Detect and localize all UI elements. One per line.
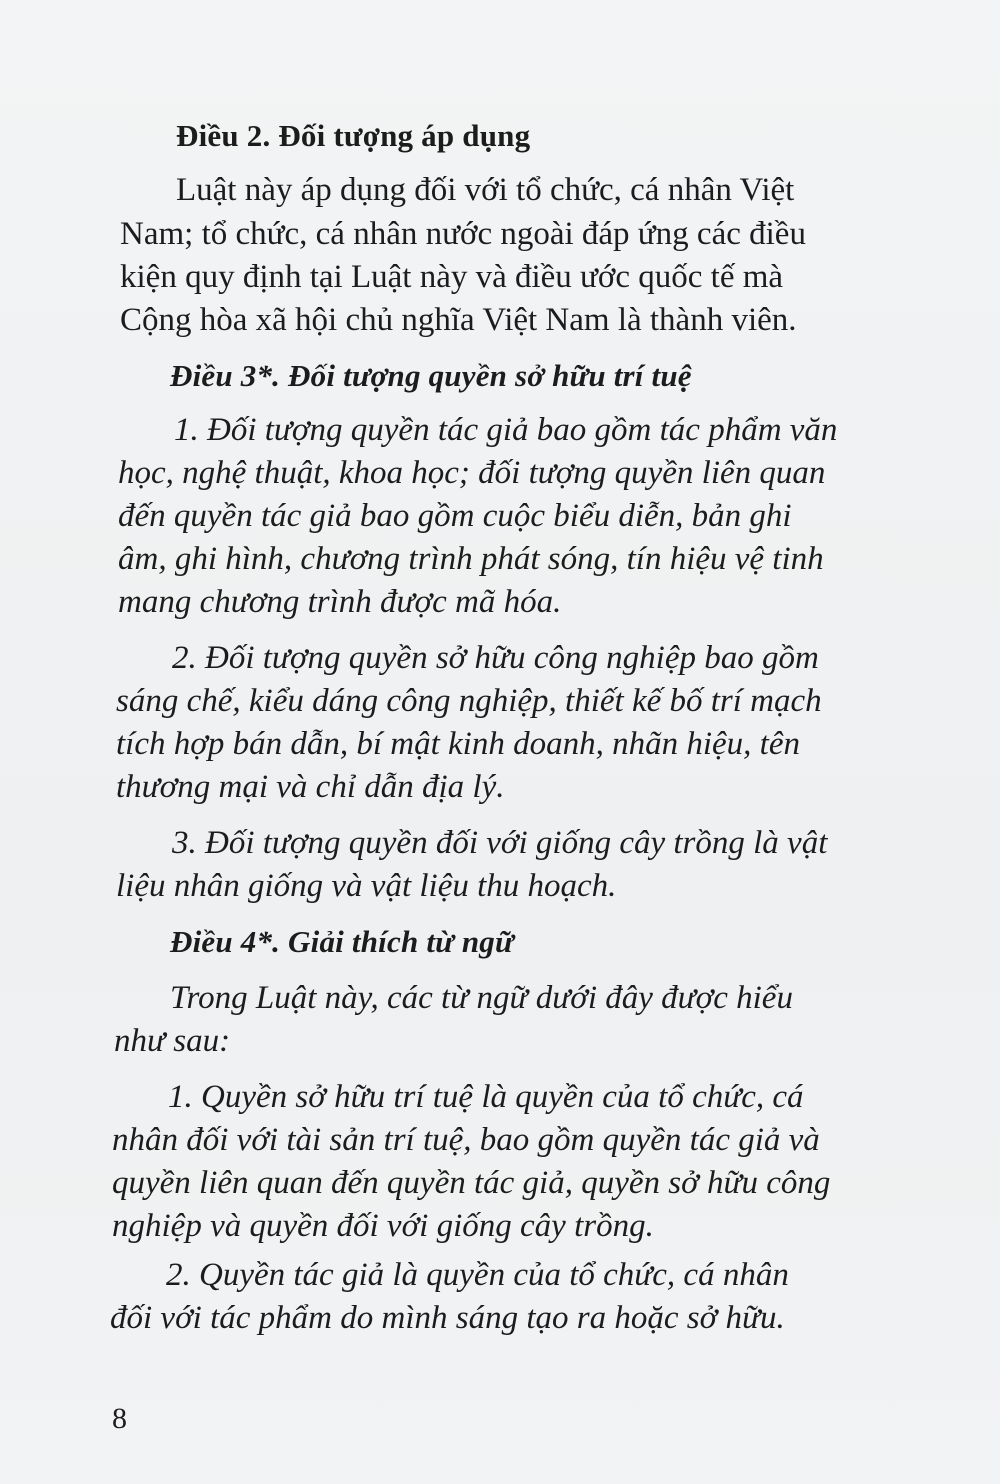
article-3-clause-2-line-2: sáng chế, kiểu dáng công nghiệp, thiết kế bố trí mạch [116,683,822,719]
article-3-clause-2-line-4: thương mại và chỉ dẫn địa lý. [116,769,505,805]
article-3-clause-3-line-2: liệu nhân giống và vật liệu thu hoạch. [116,868,617,904]
article-4-clause-1-line-4: nghiệp và quyền đối với giống cây trồng. [112,1208,654,1244]
article-4-heading: Điều 4*. Giải thích từ ngữ [170,924,514,959]
article-3-clause-1-line-3: đến quyền tác giả bao gồm cuộc biểu diễn, bản ghi [118,498,792,534]
article-4-clause-2-line-2: đối với tác phẩm do mình sáng tạo ra hoặc sở hữu. [110,1300,785,1336]
article-2-line-2: Nam; tổ chức, cá nhân nước ngoài đáp ứng các điều [120,216,806,252]
article-3-clause-1-line-4: âm, ghi hình, chương trình phát sóng, tín hiệu vệ tinh [118,541,824,577]
article-2-line-4: Cộng hòa xã hội chủ nghĩa Việt Nam là thành viên. [120,302,797,338]
article-2-line-3: kiện quy định tại Luật này và điều ước quốc tế mà [120,259,784,295]
article-3-clause-2-line-3: tích hợp bán dẫn, bí mật kinh doanh, nhãn hiệu, tên [116,726,800,762]
article-3-clause-2-line-1: 2. Đối tượng quyền sở hữu công nghiệp bao gồm [172,640,819,676]
article-4-clause-2-line-1: 2. Quyền tác giả là quyền của tổ chức, cá nhân [166,1257,789,1293]
article-4-intro-line-1: Trong Luật này, các từ ngữ dưới đây được hiểu [170,980,793,1016]
article-4-clause-1-line-2: nhân đối với tài sản trí tuệ, bao gồm quyền tác giả và [112,1122,820,1158]
article-3-clause-1-line-5: mang chương trình được mã hóa. [118,584,562,620]
article-4-clause-1-line-3: quyền liên quan đến quyền tác giả, quyền sở hữu công [112,1165,831,1201]
article-2-line-1: Luật này áp dụng đối với tổ chức, cá nhân Việt [176,172,795,208]
article-4-clause-1-line-1: 1. Quyền sở hữu trí tuệ là quyền của tổ chức, cá [168,1079,804,1115]
article-4-intro-line-2: như sau: [114,1023,231,1059]
article-3-clause-1-line-1: 1. Đối tượng quyền tác giả bao gồm tác phẩm văn [174,412,838,448]
page-number: 8 [112,1402,127,1435]
article-2-heading: Điều 2. Đối tượng áp dụng [176,118,531,153]
article-3-clause-3-line-1: 3. Đối tượng quyền đối với giống cây trồng là vật [172,825,828,861]
article-3-heading: Điều 3*. Đối tượng quyền sở hữu trí tuệ [170,358,692,393]
article-3-clause-1-line-2: học, nghệ thuật, khoa học; đối tượng quyền liên quan [118,455,826,491]
